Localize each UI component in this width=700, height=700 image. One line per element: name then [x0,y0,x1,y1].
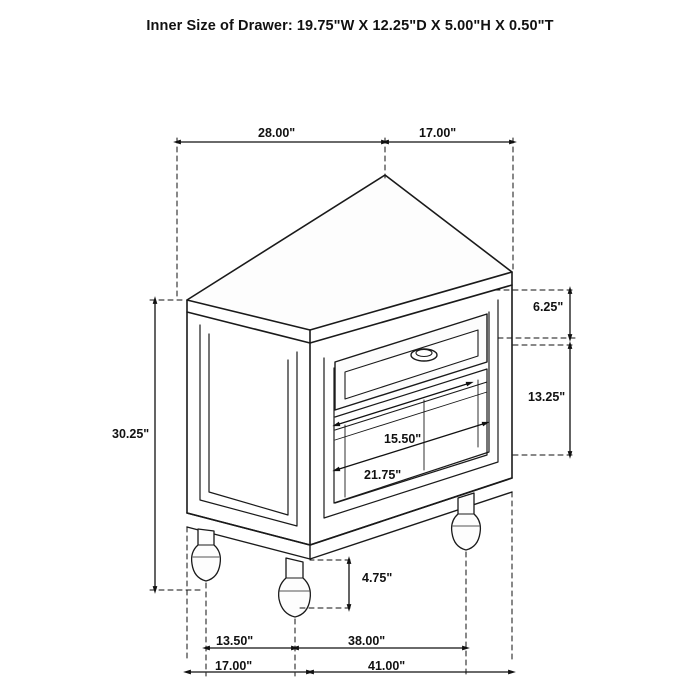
dimension-leg-height: 4.75" [362,571,393,585]
dimension-inner-upper: 15.50" [384,432,422,446]
dimension-bottom-right-inner: 38.00" [348,634,386,648]
dimension-left-height: 30.25" [112,427,150,441]
dimension-right-lower: 13.25" [528,390,566,404]
dimension-inner-lower: 21.75" [364,468,402,482]
dimension-top-right: 17.00" [419,126,457,140]
dimension-bottom-right-outer: 41.00" [368,659,406,673]
dimension-top-left: 28.00" [258,126,296,140]
page-title: Inner Size of Drawer: 19.75"W X 12.25"D X 5.00"H X 0.50"T [146,18,554,34]
dimension-bottom-left-inner: 13.50" [216,634,254,648]
dimension-bottom-left-outer: 17.00" [215,659,253,673]
dimension-right-upper: 6.25" [533,300,564,314]
